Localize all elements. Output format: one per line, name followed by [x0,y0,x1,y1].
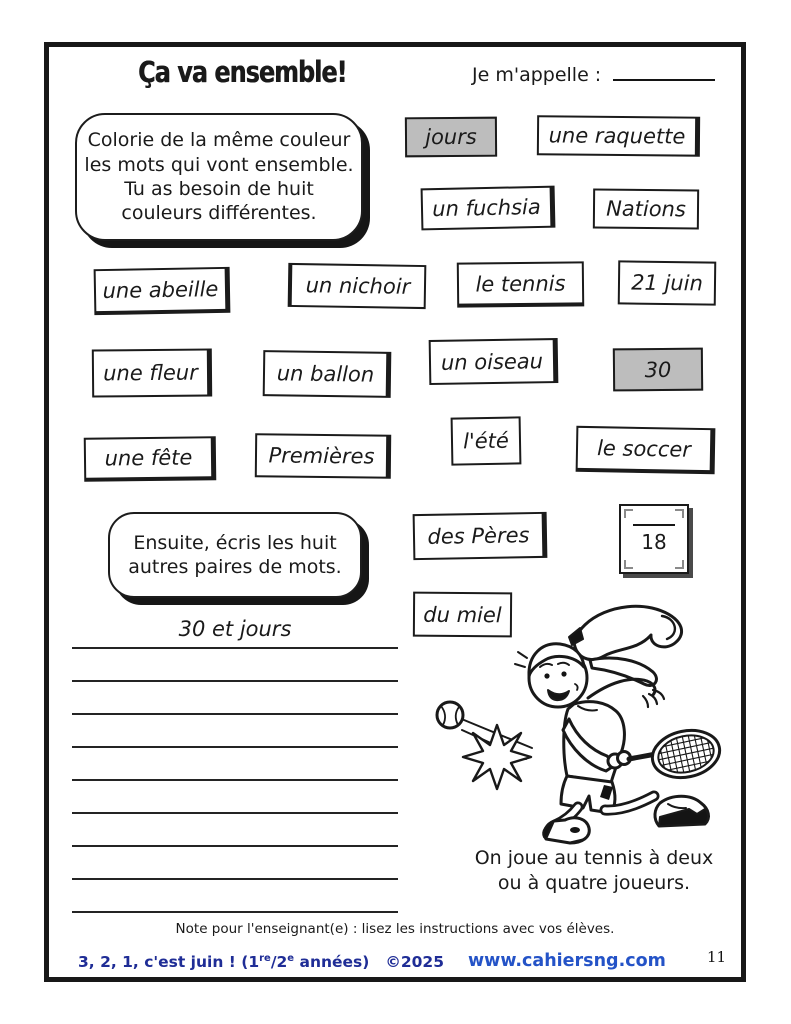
instruction-line: les mots qui vont ensemble. [84,153,354,176]
teacher-note: Note pour l'enseignant(e) : lisez les instructions avec vos élèves. [175,921,615,937]
website-link[interactable]: www.cahiersng.com [468,951,666,971]
word-box-le-tennis[interactable] [457,261,584,307]
date-value: 18 [641,530,667,554]
instruction-line: Tu as besoin de huit [124,178,314,200]
word-label: un ballon [276,361,375,387]
writing-line[interactable] [72,812,398,814]
word-label: jours [425,124,477,150]
instruction-line: Colorie de la même couleur [87,129,351,152]
word-box-une-fleur[interactable] [92,348,212,397]
date-box-18[interactable] [619,504,689,574]
word-box-une-fete[interactable] [84,436,217,482]
credit-sup: re [259,953,271,964]
word-label: du miel [423,602,502,627]
writing-line[interactable] [72,878,398,880]
illustration-caption [448,846,740,895]
word-label: le soccer [596,436,692,462]
name-field-row [472,63,715,86]
word-box-21-juin[interactable] [618,260,717,305]
page-number: 11 [707,948,727,966]
word-label: 30 [644,357,672,382]
caption-line: On joue au tennis à deux [474,847,714,869]
blank-line [633,524,675,526]
word-label: l'été [462,428,510,454]
writing-line[interactable] [72,647,398,649]
writing-line[interactable] [72,746,398,748]
word-label: une abeille [102,277,219,304]
instruction-bubble-writing [108,512,362,598]
instruction-line: autres paires de mots. [128,556,342,578]
word-box-une-raquette[interactable] [537,115,700,156]
writing-line[interactable] [72,680,398,682]
word-box-un-ballon[interactable] [263,350,392,398]
copyright-year: ©2025 [385,953,444,972]
word-label: le tennis [475,271,566,296]
credit-text: années) [294,953,370,972]
copyright-credit [78,953,444,971]
word-box-nations[interactable] [593,189,699,230]
word-label: des Pères [427,523,530,549]
caption-line: ou à quatre joueurs. [497,871,691,894]
word-label: une fête [104,445,193,471]
word-box-une-abeille[interactable] [94,267,231,315]
handwritten-answer: 30 et jours [178,617,292,641]
word-label: Nations [606,196,686,222]
corner-mark-icon [624,560,633,569]
credit-sup: e [287,953,295,964]
corner-mark-icon [675,560,684,569]
word-box-l-ete[interactable] [451,416,522,465]
word-box-des-peres[interactable] [413,512,548,560]
writing-line[interactable] [72,713,398,715]
instruction-line: Ensuite, écris les huit [133,531,337,554]
word-label: une raquette [548,123,686,149]
page-title: Ça va ensemble! [138,56,347,90]
writing-line[interactable] [72,845,398,847]
word-box-un-oiseau[interactable] [429,338,559,385]
word-box-30[interactable] [613,348,703,392]
word-label: 21 juin [631,270,703,296]
credit-text: 3, 2, 1, c'est juin ! (1 [78,953,260,972]
instruction-line: couleurs différentes. [121,202,317,225]
word-box-premieres[interactable] [255,433,391,478]
writing-line[interactable] [72,779,398,781]
credit-text: /2 [270,953,288,972]
name-label: Je m'appelle : [472,64,602,86]
word-box-un-fuchsia[interactable] [421,186,556,231]
word-box-un-nichoir[interactable] [288,263,427,309]
word-label: Premières [268,443,375,469]
word-label: un oiseau [440,348,544,375]
corner-mark-icon [624,509,633,518]
word-box-jours[interactable] [405,117,497,158]
word-label: un nichoir [305,273,411,299]
word-label: un fuchsia [432,194,541,222]
corner-mark-icon [675,509,684,518]
word-box-le-soccer[interactable] [576,426,716,474]
name-input-line[interactable] [613,63,715,81]
tennis-girl-illustration [428,598,730,850]
writing-line[interactable] [72,911,398,913]
word-label: une fleur [103,360,198,386]
instruction-bubble-coloring [75,113,363,241]
